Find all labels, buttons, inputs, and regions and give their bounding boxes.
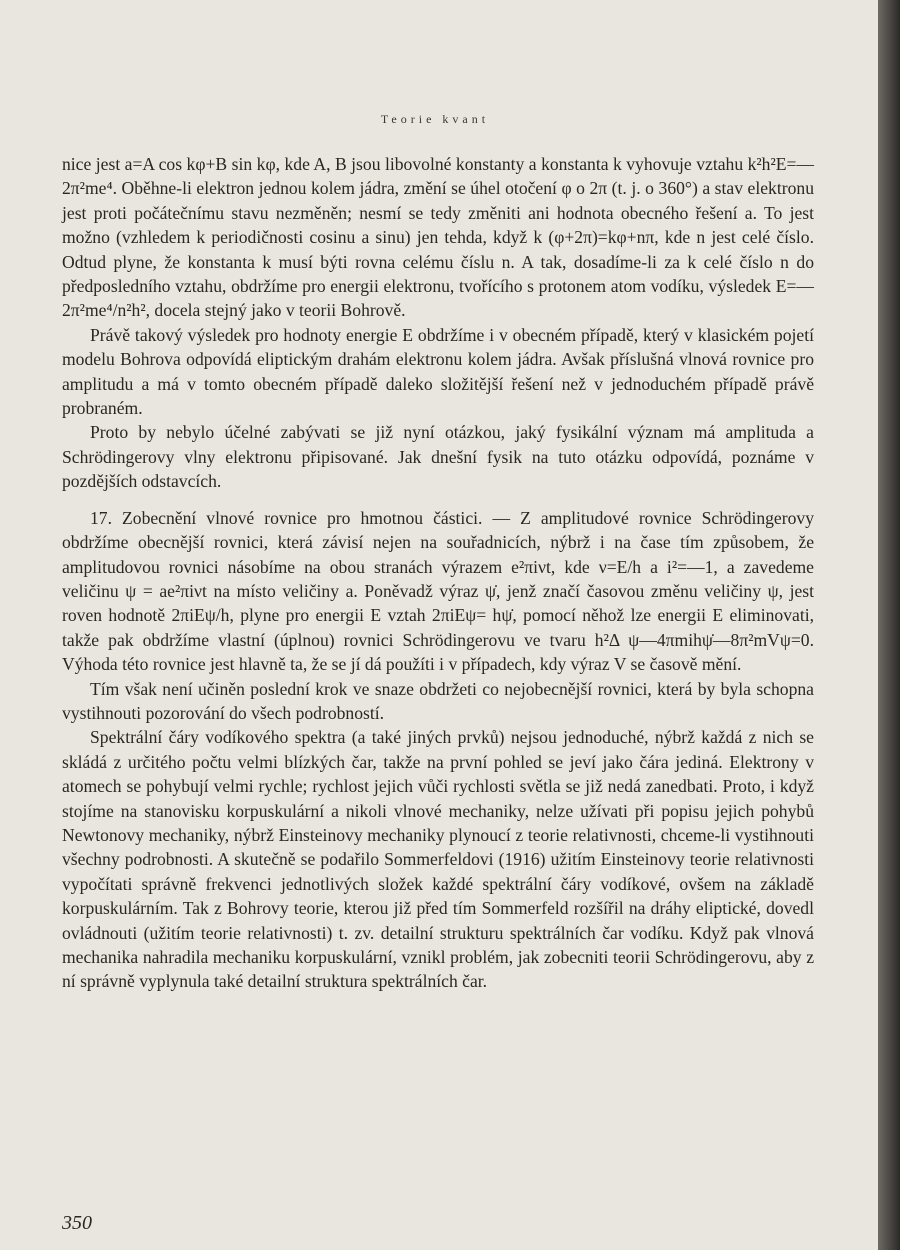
- paragraph: Právě takový výsledek pro hodnoty energie E obdržíme i v obecném případě, který v klasickém pojetí modelu Bohrova odpovídá eliptickým drahám elektronu kolem jádra. Avšak příslušná vlnová rovnice pro amplitudu a má v tomto obecném případě daleko složitější řešení než v jednoduchém případě právě probraném.: [62, 324, 814, 419]
- page-edge-shadow: [878, 0, 900, 1250]
- paragraph: Spektrální čáry vodíkového spektra (a také jiných prvků) nejsou jednoduché, nýbrž každá z nich se skládá z určitého počtu velmi blízkých čar, takže na první pohled se jeví jako čára jediná. Elektrony v atomech se pohybují velmi rychle; rychlost jejich vůči rychlosti světla se již nedá zanedbati. Proto, i když stojíme na stanovisku korpuskulární a nikoli vlnové mechaniky, nelze užívati při popisu jejich pohybů Newtonovy mechaniky, nýbrž Einsteinovy mechaniky plynoucí z teorie relativnosti, chceme-li vystihnouti všechny podrobnosti. A skutečně se podařilo Sommerfeldovi (1916) užitím Einsteinovy teorie relativnosti vypočítati správně frekvenci jednotlivých složek každé spektrální čáry vodíkové, ovšem na základě korpuskulárním. Tak z Bohrovy teorie, kterou již před tím Sommerfeld rozšířil na dráhy eliptické, dovedl ovládnouti (užitím teorie relativnosti) t. zv. detailní strukturu spektrálních čar vodíku. Když pak vlnová mechanika nahradila mechaniku korpuskulární, vznikl problém, jak zobecniti teorii Schrödingerovu, aby z ní správně vyplynula také detailní struktura spektrálních čar.: [62, 727, 814, 992]
- running-head: Teorie kvant: [380, 112, 490, 126]
- page-number: 350: [62, 1212, 92, 1234]
- section-17-paragraph: 17. Zobecnění vlnové rovnice pro hmotnou částici. — Z amplitudové rovnice Schrödingerovy obdržíme obecnější rovnici, která závisí nejen na souřadnicích, nýbrž i na čase tím způsobem, že amplitudovou rovnici násobíme na obou stranách výrazem e²πiνt, kde ν=E/h a i²=—1, a zavedeme veličinu ψ = ae²πiνt na místo veličiny a. Poněvadž výraz ψ̇, jenž značí časovou změnu veličiny ψ, jest roven hodnotě 2πiEψ/h, plyne pro energii E vztah 2πiEψ= hψ̇, pomocí něhož lze energii E eliminovati, takže pak obdržíme vlastní (úplnou) rovnici Schrödingerovu ve tvaru h²Δ ψ—4πmihψ̇—8π²mVψ=0. Výhoda této rovnice jest hlavně ta, že se jí dá použíti i v případech, kdy výraz V se časově mění.: [62, 507, 814, 675]
- paragraph: nice jest a=A cos kφ+B sin kφ, kde A, B jsou libovolné konstanty a konstanta k vyhovuje vztahu k²h²E=—2π²me⁴. Oběhne-li elektron jednou kolem jádra, změní se úhel otočení φ o 2π (t. j. o 360°) a stav elektronu jest proti počátečnímu stavu nezměněn; nesmí se tedy změniti ani hodnota obecného řešení a. To jest možno (vzhledem k periodičnosti cosinu a sinu) jen tehda, když k (φ+2π)=kφ+nπ, kde n jest celé číslo. Odtud plyne, že konstanta k musí býti rovna celému číslu n. A tak, dosadíme-li za k celé číslo n do předposledního vztahu, obdržíme pro energii elektronu, tvořícího s protonem atom vodíku, výsledek E=—2π²me⁴/n²h², docela stejný jako v teorii Bohrově.: [62, 154, 814, 321]
- paragraph: Proto by nebylo účelné zabývati se již nyní otázkou, jaký fysikální význam má amplituda a Schrödingerovy vlny elektronu připisované. Jak dnešní fysik na tuto otázku odpovídá, poznáme v pozdějších odstavcích.: [62, 422, 814, 492]
- page-body: [62, 152, 814, 994]
- paragraph: Tím však není učiněn poslední krok ve snaze obdržeti co nejobecnější rovnici, která by byla schopna vystihnouti pozorování do všech podrobností.: [62, 678, 814, 723]
